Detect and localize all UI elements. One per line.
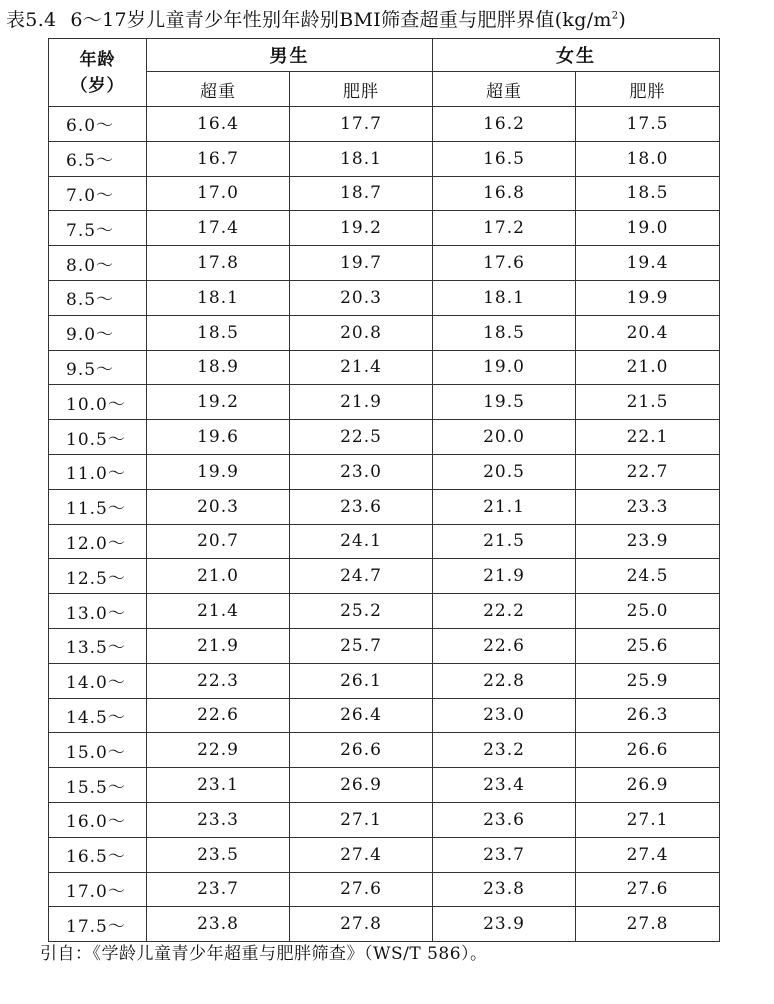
- male-overweight-cell: 19.6: [147, 420, 290, 455]
- age-cell: 10.0～: [49, 385, 147, 420]
- age-cell: 15.0～: [49, 733, 147, 768]
- bmi-table: [48, 38, 720, 942]
- female-obese-cell: 19.0: [576, 211, 720, 246]
- female-obese-cell: 27.6: [576, 872, 720, 907]
- female-overweight-cell: 23.8: [433, 872, 576, 907]
- table-body: [49, 107, 720, 942]
- male-overweight-cell: 21.9: [147, 628, 290, 663]
- female-overweight-cell: 20.0: [433, 420, 576, 455]
- age-cell: 13.0～: [49, 594, 147, 629]
- age-cell: 17.0～: [49, 872, 147, 907]
- female-obese-cell: 27.4: [576, 837, 720, 872]
- male-overweight-header: 超重: [147, 72, 290, 107]
- female-obese-cell: 22.7: [576, 454, 720, 489]
- age-cell: 14.0～: [49, 663, 147, 698]
- female-obese-cell: 22.1: [576, 420, 720, 455]
- male-overweight-cell: 20.7: [147, 524, 290, 559]
- age-cell: 9.5～: [49, 350, 147, 385]
- male-obese-cell: 19.2: [290, 211, 433, 246]
- female-overweight-cell: 21.1: [433, 489, 576, 524]
- male-obese-cell: 21.9: [290, 385, 433, 420]
- table-row: [49, 315, 720, 350]
- female-obese-cell: 21.0: [576, 350, 720, 385]
- female-obese-cell: 18.5: [576, 176, 720, 211]
- female-overweight-cell: 22.6: [433, 628, 576, 663]
- female-overweight-cell: 23.9: [433, 907, 576, 942]
- female-overweight-cell: 17.2: [433, 211, 576, 246]
- male-obese-cell: 21.4: [290, 350, 433, 385]
- age-cell: 13.5～: [49, 628, 147, 663]
- table-row: [49, 837, 720, 872]
- table-row: [49, 733, 720, 768]
- caption-close: ): [618, 9, 627, 31]
- male-overweight-cell: 19.9: [147, 454, 290, 489]
- male-overweight-cell: 17.8: [147, 246, 290, 281]
- male-overweight-cell: 23.1: [147, 768, 290, 803]
- male-obese-cell: 25.7: [290, 628, 433, 663]
- male-overweight-cell: 19.2: [147, 385, 290, 420]
- male-obese-cell: 27.6: [290, 872, 433, 907]
- female-obese-cell: 17.5: [576, 107, 720, 142]
- male-obese-cell: 27.1: [290, 802, 433, 837]
- male-overweight-cell: 22.3: [147, 663, 290, 698]
- table-row: [49, 698, 720, 733]
- age-cell: 6.5～: [49, 141, 147, 176]
- female-obese-cell: 27.8: [576, 907, 720, 942]
- male-obese-cell: 23.6: [290, 489, 433, 524]
- age-cell: 11.5～: [49, 489, 147, 524]
- female-overweight-cell: 23.6: [433, 802, 576, 837]
- table-row: [49, 628, 720, 663]
- caption-unit-superscript: 2: [611, 10, 619, 22]
- male-obese-cell: 20.8: [290, 315, 433, 350]
- female-overweight-cell: 22.8: [433, 663, 576, 698]
- male-overweight-cell: 20.3: [147, 489, 290, 524]
- female-obese-cell: 19.4: [576, 246, 720, 281]
- male-obese-cell: 18.7: [290, 176, 433, 211]
- age-cell: 8.0～: [49, 246, 147, 281]
- male-overweight-cell: 17.0: [147, 176, 290, 211]
- table-row: [49, 594, 720, 629]
- age-cell: 12.0～: [49, 524, 147, 559]
- female-overweight-cell: 21.9: [433, 559, 576, 594]
- table-row: [49, 107, 720, 142]
- table-row: [49, 907, 720, 942]
- male-obese-cell: 27.8: [290, 907, 433, 942]
- female-obese-cell: 19.9: [576, 280, 720, 315]
- male-obese-cell: 24.7: [290, 559, 433, 594]
- age-cell: 8.5～: [49, 280, 147, 315]
- female-overweight-cell: 20.5: [433, 454, 576, 489]
- table-header-row: [49, 39, 720, 72]
- male-obese-cell: 27.4: [290, 837, 433, 872]
- table-row: [49, 768, 720, 803]
- age-header-unit: （岁）: [70, 75, 125, 96]
- male-overweight-cell: 18.5: [147, 315, 290, 350]
- male-obese-cell: 24.1: [290, 524, 433, 559]
- male-overweight-cell: 21.4: [147, 594, 290, 629]
- male-overweight-cell: 22.6: [147, 698, 290, 733]
- table-row: [49, 350, 720, 385]
- female-obese-cell: 20.4: [576, 315, 720, 350]
- table-row: [49, 141, 720, 176]
- male-obese-cell: 25.2: [290, 594, 433, 629]
- female-overweight-cell: 22.2: [433, 594, 576, 629]
- male-obese-cell: 19.7: [290, 246, 433, 281]
- female-obese-cell: 24.5: [576, 559, 720, 594]
- table-caption: [6, 6, 772, 34]
- table-row: [49, 489, 720, 524]
- female-obese-cell: 25.0: [576, 594, 720, 629]
- age-cell: 9.0～: [49, 315, 147, 350]
- table-row: [49, 420, 720, 455]
- age-cell: 15.5～: [49, 768, 147, 803]
- table-row: [49, 524, 720, 559]
- caption-text: 6～17岁儿童青少年性别年龄别BMI筛查超重与肥胖界值(kg/m: [70, 9, 612, 31]
- male-overweight-cell: 16.7: [147, 141, 290, 176]
- source-citation: 引自：《学龄儿童青少年超重与肥胖筛查》（WS/T 586）。: [40, 944, 488, 964]
- caption-label: 表5.4: [6, 9, 57, 31]
- female-obese-cell: 26.6: [576, 733, 720, 768]
- male-overweight-cell: 21.0: [147, 559, 290, 594]
- male-overweight-cell: 23.8: [147, 907, 290, 942]
- male-obese-cell: 23.0: [290, 454, 433, 489]
- table-row: [49, 872, 720, 907]
- female-obese-header: 肥胖: [576, 72, 720, 107]
- age-cell: 7.5～: [49, 211, 147, 246]
- age-header-label: 年龄: [79, 49, 116, 70]
- table-row: [49, 385, 720, 420]
- table-row: [49, 802, 720, 837]
- table-row: [49, 454, 720, 489]
- female-overweight-header: 超重: [433, 72, 576, 107]
- male-obese-cell: 26.1: [290, 663, 433, 698]
- male-obese-cell: 17.7: [290, 107, 433, 142]
- age-cell: 16.0～: [49, 802, 147, 837]
- female-obese-cell: 25.9: [576, 663, 720, 698]
- age-cell: 16.5～: [49, 837, 147, 872]
- female-obese-cell: 25.6: [576, 628, 720, 663]
- female-overweight-cell: 16.8: [433, 176, 576, 211]
- table-row: [49, 559, 720, 594]
- male-overweight-cell: 17.4: [147, 211, 290, 246]
- female-overweight-cell: 23.2: [433, 733, 576, 768]
- table-subheader-row: [49, 72, 720, 107]
- male-obese-cell: 20.3: [290, 280, 433, 315]
- male-obese-cell: 18.1: [290, 141, 433, 176]
- female-obese-cell: 27.1: [576, 802, 720, 837]
- female-overweight-cell: 19.5: [433, 385, 576, 420]
- female-overweight-cell: 16.5: [433, 141, 576, 176]
- female-obese-cell: 26.3: [576, 698, 720, 733]
- female-overweight-cell: 23.4: [433, 768, 576, 803]
- age-cell: 11.0～: [49, 454, 147, 489]
- table-row: [49, 663, 720, 698]
- female-overweight-cell: 21.5: [433, 524, 576, 559]
- female-obese-cell: 23.3: [576, 489, 720, 524]
- male-overweight-cell: 16.4: [147, 107, 290, 142]
- female-overweight-cell: 23.0: [433, 698, 576, 733]
- female-obese-cell: 26.9: [576, 768, 720, 803]
- male-obese-cell: 26.9: [290, 768, 433, 803]
- male-overweight-cell: 23.7: [147, 872, 290, 907]
- table-row: [49, 211, 720, 246]
- male-overweight-cell: 18.9: [147, 350, 290, 385]
- age-column-header: [49, 39, 147, 107]
- female-header: 女生: [433, 39, 720, 72]
- female-obese-cell: 18.0: [576, 141, 720, 176]
- male-obese-cell: 22.5: [290, 420, 433, 455]
- female-overweight-cell: 19.0: [433, 350, 576, 385]
- male-obese-cell: 26.6: [290, 733, 433, 768]
- age-cell: 12.5～: [49, 559, 147, 594]
- male-header: 男生: [147, 39, 433, 72]
- age-cell: 10.5～: [49, 420, 147, 455]
- table-row: [49, 246, 720, 281]
- male-overweight-cell: 18.1: [147, 280, 290, 315]
- age-cell: 14.5～: [49, 698, 147, 733]
- male-obese-cell: 26.4: [290, 698, 433, 733]
- age-cell: 17.5～: [49, 907, 147, 942]
- male-overweight-cell: 23.3: [147, 802, 290, 837]
- table-row: [49, 280, 720, 315]
- female-overweight-cell: 23.7: [433, 837, 576, 872]
- age-cell: 6.0～: [49, 107, 147, 142]
- male-overweight-cell: 23.5: [147, 837, 290, 872]
- female-obese-cell: 21.5: [576, 385, 720, 420]
- male-overweight-cell: 22.9: [147, 733, 290, 768]
- female-obese-cell: 23.9: [576, 524, 720, 559]
- female-overweight-cell: 17.6: [433, 246, 576, 281]
- female-overweight-cell: 16.2: [433, 107, 576, 142]
- table-row: [49, 176, 720, 211]
- age-cell: 7.0～: [49, 176, 147, 211]
- male-obese-header: 肥胖: [290, 72, 433, 107]
- female-overweight-cell: 18.5: [433, 315, 576, 350]
- female-overweight-cell: 18.1: [433, 280, 576, 315]
